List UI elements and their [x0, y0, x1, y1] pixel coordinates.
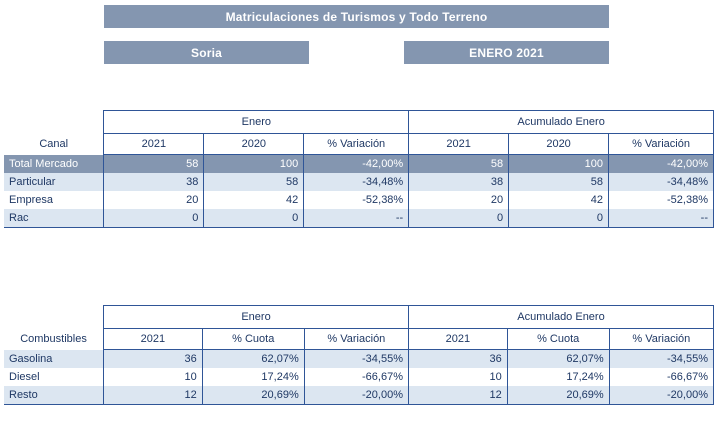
- table-canal: [4, 110, 714, 228]
- column-header-canal: Canal: [4, 134, 104, 155]
- column-header-enero-2021: 2021: [104, 134, 204, 155]
- cell-enero-variacion: -42,00%: [304, 155, 409, 174]
- table-row: [4, 155, 714, 174]
- cell-acum-variacion: -52,38%: [609, 191, 714, 209]
- cell-enero-2020: 58: [204, 173, 304, 191]
- cell-acum-variacion: -66,67%: [609, 368, 713, 386]
- region-label: Soria: [190, 45, 222, 60]
- group-header-enero: Enero: [104, 306, 409, 329]
- cell-enero-2020: 0: [204, 209, 304, 228]
- cell-acum-2021: 38: [409, 173, 509, 191]
- cell-acum-2021: 36: [409, 350, 508, 369]
- period-label: ENERO 2021: [469, 45, 544, 60]
- cell-enero-2021: 12: [104, 386, 203, 405]
- cell-enero-2021: 10: [104, 368, 203, 386]
- cell-enero-2021: 0: [104, 209, 204, 228]
- row-label: Particular: [4, 173, 104, 191]
- column-header-combustibles: Combustibles: [4, 329, 104, 350]
- cell-acum-variacion: -42,00%: [609, 155, 714, 174]
- cell-enero-2021: 36: [104, 350, 203, 369]
- table-canal-group-header-row: [4, 111, 714, 134]
- cell-acum-2021: 12: [409, 386, 508, 405]
- cell-acum-cuota: 20,69%: [507, 386, 609, 405]
- table-combustibles: [4, 305, 714, 405]
- cell-enero-cuota: 20,69%: [202, 386, 304, 405]
- row-label: Rac: [4, 209, 104, 228]
- group-header-acumulado: Acumulado Enero: [409, 306, 714, 329]
- cell-enero-cuota: 17,24%: [202, 368, 304, 386]
- cell-enero-2020: 42: [204, 191, 304, 209]
- group-header-blank: [4, 111, 104, 134]
- row-label: Gasolina: [4, 350, 104, 369]
- period-banner: [404, 41, 609, 64]
- group-header-blank: [4, 306, 104, 329]
- table-canal-column-header-row: [4, 134, 714, 155]
- cell-acum-variacion: -20,00%: [609, 386, 713, 405]
- row-label: Total Mercado: [4, 155, 104, 174]
- cell-enero-variacion: -66,67%: [304, 368, 408, 386]
- table-row: [4, 191, 714, 209]
- cell-acum-variacion: -34,55%: [609, 350, 713, 369]
- cell-enero-variacion: -34,55%: [304, 350, 408, 369]
- row-label: Empresa: [4, 191, 104, 209]
- cell-acum-2020: 58: [509, 173, 609, 191]
- cell-enero-2020: 100: [204, 155, 304, 174]
- column-header-enero-2021: 2021: [104, 329, 203, 350]
- region-banner: [104, 41, 309, 64]
- column-header-acum-variacion: % Variación: [609, 134, 714, 155]
- cell-enero-2021: 20: [104, 191, 204, 209]
- cell-acum-2020: 42: [509, 191, 609, 209]
- cell-enero-variacion: -52,38%: [304, 191, 409, 209]
- cell-acum-2020: 0: [509, 209, 609, 228]
- row-label: Resto: [4, 386, 104, 405]
- cell-enero-variacion: -20,00%: [304, 386, 408, 405]
- cell-enero-2021: 58: [104, 155, 204, 174]
- column-header-enero-2020: 2020: [204, 134, 304, 155]
- row-label: Diesel: [4, 368, 104, 386]
- cell-enero-variacion: -34,48%: [304, 173, 409, 191]
- table-row: [4, 173, 714, 191]
- group-header-enero: Enero: [104, 111, 409, 134]
- column-header-enero-variacion: % Variación: [304, 134, 409, 155]
- column-header-acum-2021: 2021: [409, 134, 509, 155]
- report-title-banner: [104, 5, 609, 28]
- column-header-enero-variacion: % Variación: [304, 329, 408, 350]
- cell-acum-2020: 100: [509, 155, 609, 174]
- cell-acum-variacion: -34,48%: [609, 173, 714, 191]
- table-row: [4, 350, 714, 369]
- table-row: [4, 386, 714, 405]
- cell-acum-variacion: --: [609, 209, 714, 228]
- cell-acum-2021: 0: [409, 209, 509, 228]
- column-header-acum-2020: 2020: [509, 134, 609, 155]
- column-header-enero-cuota: % Cuota: [202, 329, 304, 350]
- cell-acum-2021: 10: [409, 368, 508, 386]
- cell-enero-2021: 38: [104, 173, 204, 191]
- cell-acum-cuota: 62,07%: [507, 350, 609, 369]
- table-row: [4, 368, 714, 386]
- column-header-acum-2021: 2021: [409, 329, 508, 350]
- report-title: Matriculaciones de Turismos y Todo Terreno: [225, 9, 488, 24]
- group-header-acumulado: Acumulado Enero: [409, 111, 714, 134]
- cell-acum-2021: 58: [409, 155, 509, 174]
- cell-acum-cuota: 17,24%: [507, 368, 609, 386]
- cell-enero-variacion: --: [304, 209, 409, 228]
- table-combustibles-column-header-row: [4, 329, 714, 350]
- cell-enero-cuota: 62,07%: [202, 350, 304, 369]
- column-header-acum-variacion: % Variación: [609, 329, 713, 350]
- table-combustibles-group-header-row: [4, 306, 714, 329]
- table-row: [4, 209, 714, 228]
- cell-acum-2021: 20: [409, 191, 509, 209]
- column-header-acum-cuota: % Cuota: [507, 329, 609, 350]
